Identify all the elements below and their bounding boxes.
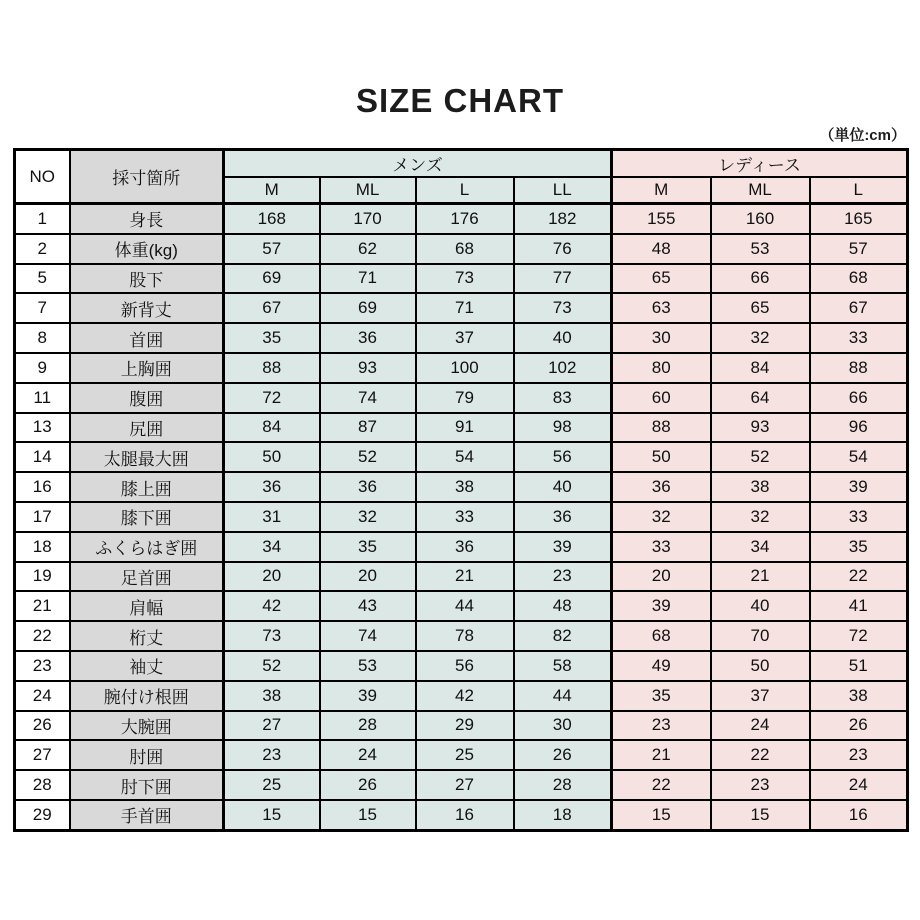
row-location: 上胸囲 — [70, 353, 224, 383]
ladies-cell: 40 — [711, 591, 810, 621]
mens-cell: 74 — [320, 621, 416, 651]
ladies-cell: 50 — [612, 442, 711, 472]
mens-cell: 67 — [224, 293, 320, 323]
mens-cell: 27 — [224, 711, 320, 741]
col-header-ladies-group: レディース — [612, 150, 908, 178]
ladies-cell: 67 — [810, 293, 908, 323]
col-header-no: NO — [15, 150, 70, 204]
ladies-cell: 65 — [612, 264, 711, 294]
mens-cell: 42 — [224, 591, 320, 621]
table-row — [15, 472, 908, 502]
ladies-cell: 20 — [612, 562, 711, 592]
table-row — [15, 800, 908, 830]
row-no: 14 — [15, 442, 70, 472]
mens-cell: 21 — [416, 562, 514, 592]
row-no: 18 — [15, 532, 70, 562]
ladies-cell: 52 — [711, 442, 810, 472]
ladies-cell: 33 — [810, 502, 908, 532]
ladies-cell: 160 — [711, 204, 810, 234]
ladies-cell: 23 — [810, 740, 908, 770]
mens-cell: 53 — [320, 651, 416, 681]
mens-cell: 88 — [224, 353, 320, 383]
row-no: 8 — [15, 323, 70, 353]
ladies-cell: 165 — [810, 204, 908, 234]
row-location: 膝下囲 — [70, 502, 224, 532]
row-no: 2 — [15, 234, 70, 264]
mens-cell: 35 — [320, 532, 416, 562]
row-no: 5 — [15, 264, 70, 294]
ladies-cell: 68 — [810, 264, 908, 294]
mens-cell: 26 — [514, 740, 612, 770]
mens-cell: 52 — [224, 651, 320, 681]
row-no: 22 — [15, 621, 70, 651]
mens-cell: 43 — [320, 591, 416, 621]
ladies-cell: 68 — [612, 621, 711, 651]
mens-cell: 82 — [514, 621, 612, 651]
mens-cell: 100 — [416, 353, 514, 383]
mens-cell: 24 — [320, 740, 416, 770]
col-header-ladies-m: M — [612, 177, 711, 204]
table-row — [15, 681, 908, 711]
mens-cell: 25 — [224, 770, 320, 800]
mens-cell: 34 — [224, 532, 320, 562]
ladies-cell: 51 — [810, 651, 908, 681]
mens-cell: 16 — [416, 800, 514, 830]
row-location: 桁丈 — [70, 621, 224, 651]
mens-cell: 26 — [320, 770, 416, 800]
ladies-cell: 66 — [810, 383, 908, 413]
table-row — [15, 353, 908, 383]
ladies-cell: 16 — [810, 800, 908, 830]
mens-cell: 31 — [224, 502, 320, 532]
table-row — [15, 234, 908, 264]
mens-cell: 170 — [320, 204, 416, 234]
ladies-cell: 64 — [711, 383, 810, 413]
table-row — [15, 651, 908, 681]
mens-cell: 35 — [224, 323, 320, 353]
mens-cell: 37 — [416, 323, 514, 353]
size-table-body — [15, 204, 908, 831]
mens-cell: 39 — [320, 681, 416, 711]
mens-cell: 68 — [416, 234, 514, 264]
mens-cell: 20 — [320, 562, 416, 592]
ladies-cell: 32 — [612, 502, 711, 532]
unit-label: （単位:cm） — [819, 127, 906, 144]
mens-cell: 48 — [514, 591, 612, 621]
ladies-cell: 84 — [711, 353, 810, 383]
mens-cell: 15 — [320, 800, 416, 830]
mens-cell: 18 — [514, 800, 612, 830]
ladies-cell: 88 — [810, 353, 908, 383]
table-row — [15, 562, 908, 592]
size-chart-table — [13, 148, 909, 832]
table-row — [15, 711, 908, 741]
mens-cell: 38 — [416, 472, 514, 502]
col-header-mens-m: M — [224, 177, 320, 204]
row-location: 首囲 — [70, 323, 224, 353]
row-no: 17 — [15, 502, 70, 532]
mens-cell: 72 — [224, 383, 320, 413]
ladies-cell: 155 — [612, 204, 711, 234]
ladies-cell: 33 — [612, 532, 711, 562]
mens-cell: 54 — [416, 442, 514, 472]
col-header-ladies-l: L — [810, 177, 908, 204]
mens-cell: 74 — [320, 383, 416, 413]
row-location: 腹囲 — [70, 383, 224, 413]
ladies-cell: 48 — [612, 234, 711, 264]
row-no: 23 — [15, 651, 70, 681]
col-header-mens-group: メンズ — [224, 150, 612, 178]
mens-cell: 30 — [514, 711, 612, 741]
ladies-cell: 54 — [810, 442, 908, 472]
ladies-cell: 66 — [711, 264, 810, 294]
ladies-cell: 35 — [612, 681, 711, 711]
ladies-cell: 41 — [810, 591, 908, 621]
row-location: 膝上囲 — [70, 472, 224, 502]
ladies-cell: 34 — [711, 532, 810, 562]
mens-cell: 168 — [224, 204, 320, 234]
row-no: 21 — [15, 591, 70, 621]
mens-cell: 83 — [514, 383, 612, 413]
table-row — [15, 442, 908, 472]
mens-cell: 93 — [320, 353, 416, 383]
mens-cell: 36 — [514, 502, 612, 532]
row-no: 7 — [15, 293, 70, 323]
ladies-cell: 35 — [810, 532, 908, 562]
ladies-cell: 65 — [711, 293, 810, 323]
mens-cell: 69 — [320, 293, 416, 323]
col-header-mens-ml: ML — [320, 177, 416, 204]
table-row — [15, 413, 908, 443]
mens-cell: 56 — [514, 442, 612, 472]
row-no: 9 — [15, 353, 70, 383]
mens-cell: 40 — [514, 472, 612, 502]
mens-cell: 28 — [514, 770, 612, 800]
mens-cell: 71 — [320, 264, 416, 294]
mens-cell: 73 — [514, 293, 612, 323]
ladies-cell: 96 — [810, 413, 908, 443]
ladies-cell: 38 — [711, 472, 810, 502]
ladies-cell: 39 — [810, 472, 908, 502]
col-header-mens-l: L — [416, 177, 514, 204]
mens-cell: 23 — [514, 562, 612, 592]
mens-cell: 84 — [224, 413, 320, 443]
mens-cell: 42 — [416, 681, 514, 711]
row-location: 体重(kg) — [70, 234, 224, 264]
mens-cell: 15 — [224, 800, 320, 830]
mens-cell: 38 — [224, 681, 320, 711]
table-row — [15, 770, 908, 800]
ladies-cell: 32 — [711, 323, 810, 353]
mens-cell: 36 — [224, 472, 320, 502]
ladies-cell: 57 — [810, 234, 908, 264]
ladies-cell: 15 — [711, 800, 810, 830]
mens-cell: 44 — [514, 681, 612, 711]
row-no: 27 — [15, 740, 70, 770]
mens-cell: 62 — [320, 234, 416, 264]
table-row — [15, 204, 908, 234]
col-header-mens-ll: LL — [514, 177, 612, 204]
ladies-cell: 33 — [810, 323, 908, 353]
ladies-cell: 88 — [612, 413, 711, 443]
ladies-cell: 22 — [612, 770, 711, 800]
ladies-cell: 23 — [612, 711, 711, 741]
page-title: SIZE CHART — [356, 82, 564, 119]
mens-cell: 44 — [416, 591, 514, 621]
table-row — [15, 621, 908, 651]
row-location: ふくらはぎ囲 — [70, 532, 224, 562]
mens-cell: 78 — [416, 621, 514, 651]
ladies-cell: 72 — [810, 621, 908, 651]
mens-cell: 56 — [416, 651, 514, 681]
row-location: 腕付け根囲 — [70, 681, 224, 711]
mens-cell: 73 — [416, 264, 514, 294]
table-row — [15, 591, 908, 621]
mens-cell: 36 — [320, 323, 416, 353]
ladies-cell: 37 — [711, 681, 810, 711]
mens-cell: 57 — [224, 234, 320, 264]
mens-cell: 23 — [224, 740, 320, 770]
col-header-ladies-ml: ML — [711, 177, 810, 204]
mens-cell: 29 — [416, 711, 514, 741]
mens-cell: 32 — [320, 502, 416, 532]
ladies-cell: 26 — [810, 711, 908, 741]
row-no: 16 — [15, 472, 70, 502]
mens-cell: 69 — [224, 264, 320, 294]
row-location: 太腿最大囲 — [70, 442, 224, 472]
table-row — [15, 502, 908, 532]
ladies-cell: 24 — [711, 711, 810, 741]
table-row — [15, 383, 908, 413]
row-no: 24 — [15, 681, 70, 711]
ladies-cell: 80 — [612, 353, 711, 383]
ladies-cell: 53 — [711, 234, 810, 264]
ladies-cell: 32 — [711, 502, 810, 532]
mens-cell: 98 — [514, 413, 612, 443]
mens-cell: 36 — [320, 472, 416, 502]
ladies-cell: 22 — [810, 562, 908, 592]
mens-cell: 40 — [514, 323, 612, 353]
ladies-cell: 63 — [612, 293, 711, 323]
ladies-cell: 70 — [711, 621, 810, 651]
mens-cell: 76 — [514, 234, 612, 264]
mens-cell: 52 — [320, 442, 416, 472]
mens-cell: 58 — [514, 651, 612, 681]
row-location: 肩幅 — [70, 591, 224, 621]
mens-cell: 91 — [416, 413, 514, 443]
mens-cell: 36 — [416, 532, 514, 562]
mens-cell: 71 — [416, 293, 514, 323]
header-group-row — [15, 150, 908, 178]
row-location: 袖丈 — [70, 651, 224, 681]
mens-cell: 20 — [224, 562, 320, 592]
mens-cell: 33 — [416, 502, 514, 532]
table-row — [15, 293, 908, 323]
mens-cell: 39 — [514, 532, 612, 562]
mens-cell: 28 — [320, 711, 416, 741]
row-location: 足首囲 — [70, 562, 224, 592]
mens-cell: 176 — [416, 204, 514, 234]
col-header-location: 採寸箇所 — [70, 150, 224, 204]
row-no: 1 — [15, 204, 70, 234]
row-no: 19 — [15, 562, 70, 592]
mens-cell: 102 — [514, 353, 612, 383]
mens-cell: 25 — [416, 740, 514, 770]
row-location: 大腕囲 — [70, 711, 224, 741]
mens-cell: 182 — [514, 204, 612, 234]
row-location: 手首囲 — [70, 800, 224, 830]
row-location: 身長 — [70, 204, 224, 234]
ladies-cell: 21 — [612, 740, 711, 770]
ladies-cell: 15 — [612, 800, 711, 830]
ladies-cell: 50 — [711, 651, 810, 681]
mens-cell: 77 — [514, 264, 612, 294]
ladies-cell: 30 — [612, 323, 711, 353]
row-no: 29 — [15, 800, 70, 830]
ladies-cell: 23 — [711, 770, 810, 800]
mens-cell: 73 — [224, 621, 320, 651]
row-location: 新背丈 — [70, 293, 224, 323]
ladies-cell: 24 — [810, 770, 908, 800]
row-no: 26 — [15, 711, 70, 741]
mens-cell: 50 — [224, 442, 320, 472]
table-row — [15, 740, 908, 770]
row-location: 尻囲 — [70, 413, 224, 443]
row-location: 股下 — [70, 264, 224, 294]
row-location: 肘囲 — [70, 740, 224, 770]
mens-cell: 87 — [320, 413, 416, 443]
ladies-cell: 39 — [612, 591, 711, 621]
ladies-cell: 49 — [612, 651, 711, 681]
table-row — [15, 264, 908, 294]
ladies-cell: 36 — [612, 472, 711, 502]
row-no: 11 — [15, 383, 70, 413]
ladies-cell: 60 — [612, 383, 711, 413]
mens-cell: 27 — [416, 770, 514, 800]
mens-cell: 79 — [416, 383, 514, 413]
row-no: 13 — [15, 413, 70, 443]
row-no: 28 — [15, 770, 70, 800]
ladies-cell: 38 — [810, 681, 908, 711]
ladies-cell: 93 — [711, 413, 810, 443]
row-location: 肘下囲 — [70, 770, 224, 800]
ladies-cell: 22 — [711, 740, 810, 770]
table-row — [15, 323, 908, 353]
ladies-cell: 21 — [711, 562, 810, 592]
table-row — [15, 532, 908, 562]
